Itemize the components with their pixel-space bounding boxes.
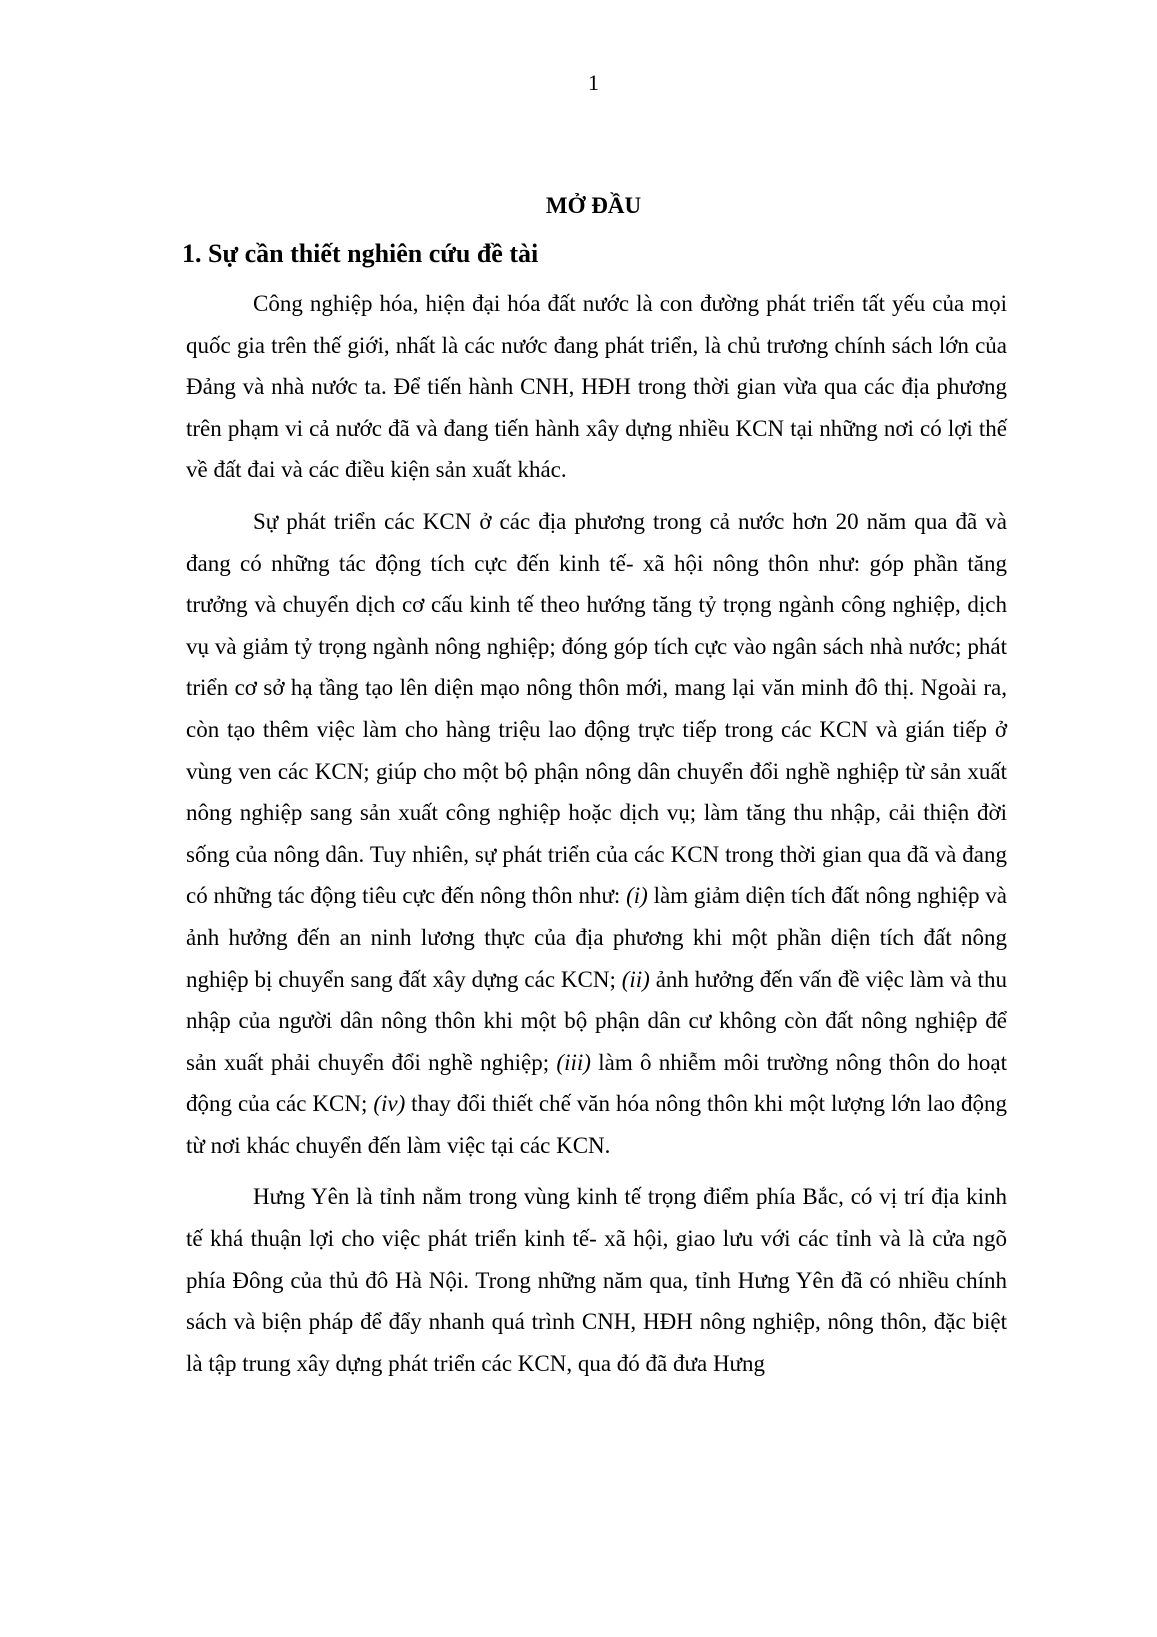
list-marker-iii: (iii) xyxy=(556,1049,591,1075)
chapter-title: MỞ ĐẦU xyxy=(545,193,642,218)
paragraph-2-text-4: làm ô nhiễm môi trường nông thôn do hoạt động của các KCN; xyxy=(186,1049,1007,1117)
paragraph-2-text-5: thay đổi thiết chế văn hóa nông thôn khi một lượng lớn lao động từ nơi khác chuyển đến làm việc tại các KCN. xyxy=(186,1091,1007,1158)
section-heading: 1. Sự cần thiết nghiên cứu đề tài xyxy=(182,239,539,268)
list-marker-i: (i) xyxy=(626,883,648,909)
paragraph-2-text-1: Sự phát triển các KCN ở các địa phương trong cả nước hơn 20 năm qua đã và đang có những tác động tích cực đến kinh tế- xã hội nông thôn như: góp phần tăng trưởng và chuyển dịch cơ cấu kinh tế theo hướng tăng tỷ trọng ngành công nghiệp, dịch vụ và giảm tỷ trọng ngành nông nghiệp; đóng góp tích cực vào ngân sách nhà nước; phát triển cơ sở hạ tầng tạo lên diện mạo nông thôn mới, mang lại văn minh đô thị. Ngoài ra, còn tạo thêm việc làm cho hàng triệu lao động trực tiếp trong các KCN và gián tiếp ở vùng ven các KCN; giúp cho một bộ phận nông dân chuyển đổi nghề nghiệp từ sản xuất nông nghiệp sang sản xuất công nghiệp hoặc dịch vụ; làm tăng thu nhập, cải thiện đời sống của nông dân. Tuy nhiên, sự phát triển của các KCN trong thời gian qua đã và đang có những tác động tiêu cực đến nông thôn như: xyxy=(186,508,1007,909)
page-number: 1 xyxy=(588,70,599,95)
body-text xyxy=(186,283,1007,1384)
paragraph-1: Công nghiệp hóa, hiện đại hóa đất nước là con đường phát triển tất yếu của mọi quốc gia trên thế giới, nhất là các nước đang phát triển, là chủ trương chính sách lớn của Đảng và nhà nước ta. Để tiến hành CNH, HĐH trong thời gian vừa qua các địa phương trên phạm vi cả nước đã và đang tiến hành xây dựng nhiều KCN tại những nơi có lợi thế về đất đai và các điều kiện sản xuất khác. xyxy=(186,291,1007,483)
paragraph-3: Hưng Yên là tỉnh nằm trong vùng kinh tế trọng điểm phía Bắc, có vị trí địa kinh tế khá thuận lợi cho việc phát triển kinh tế- xã hội, giao lưu với các tỉnh và là cửa ngõ phía Đông của thủ đô Hà Nội. Trong những năm qua, tỉnh Hưng Yên đã có nhiều chính sách và biện pháp để đẩy nhanh quá trình CNH, HĐH nông nghiệp, nông thôn, đặc biệt là tập trung xây dựng phát triển các KCN, qua đó đã đưa Hưng xyxy=(186,1184,1007,1376)
list-marker-ii: (ii) xyxy=(621,966,650,992)
list-marker-iv: (iv) xyxy=(373,1091,406,1117)
paragraph-2 xyxy=(186,501,1007,1167)
paragraph-2-text-3: ảnh hưởng đến vấn đề việc làm và thu nhập của người dân nông thôn khi một bộ phận dân cư không còn đất nông nghiệp để sản xuất phải chuyển đổi nghề nghiệp; xyxy=(186,966,1007,1075)
paragraph-2-text-2: làm giảm diện tích đất nông nghiệp và ảnh hưởng đến an ninh lương thực của địa phương khi một phần diện tích đất nông nghiệp bị chuyển sang đất xây dựng các KCN; xyxy=(186,883,1007,992)
